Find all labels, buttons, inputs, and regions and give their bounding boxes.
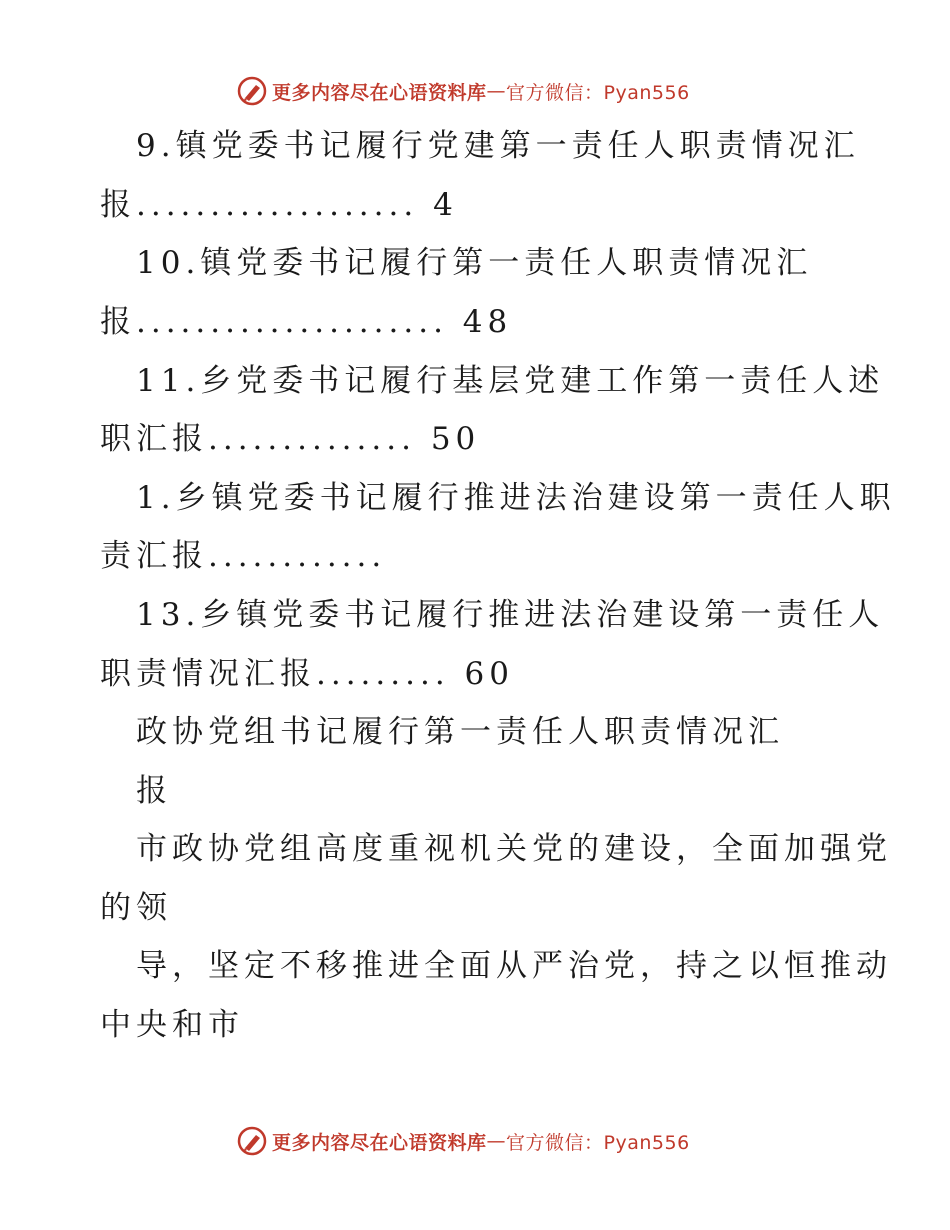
- body-paragraph: 市政协党组高度重视机关党的建设，全面加强党: [136, 831, 892, 867]
- toc-entry-title: 10.镇党委书记履行第一责任人职责情况汇: [136, 245, 813, 281]
- toc-entry-title: 1.乡镇党委书记履行推进法治建设第一责任人职: [136, 480, 896, 516]
- toc-entry-title: 13.乡镇党委书记履行推进法治建设第一责任人: [136, 597, 885, 633]
- section-heading-cont: 报: [136, 773, 172, 809]
- toc-entry-continuation: 职汇报.............. 50: [100, 421, 481, 457]
- toc-page-number: 48: [462, 304, 513, 340]
- section-heading: 政协党组书记履行第一责任人职责情况汇: [136, 714, 784, 750]
- header-banner: [236, 74, 690, 108]
- toc-entry-title: 9.镇党委书记履行党建第一责任人职责情况汇: [136, 128, 860, 164]
- banner-separator: —: [486, 80, 507, 102]
- pen-logo-icon: [236, 1125, 268, 1157]
- pen-logo-icon: [236, 75, 268, 107]
- toc-page-number: 4: [433, 187, 458, 223]
- banner-wechat: 官方微信：Pyan556: [506, 81, 690, 104]
- body-paragraph: 导，坚定不移推进全面从严治党，持之以恒推动: [136, 948, 892, 984]
- body-paragraph-cont: 的领: [100, 890, 172, 926]
- body-paragraph-cont: 中央和市: [100, 1007, 244, 1043]
- banner-text: 更多内容尽在心语资料库: [272, 1131, 487, 1154]
- toc-entry-continuation: 报................... 4: [100, 187, 458, 223]
- toc-page-number: 60: [464, 656, 514, 692]
- banner-text: 更多内容尽在心语资料库: [272, 81, 487, 104]
- toc-entry-continuation: 报..................... 48: [100, 304, 513, 340]
- toc-entry-title: 11.乡党委书记履行基层党建工作第一责任人述: [136, 363, 885, 399]
- footer-banner: [236, 1124, 690, 1158]
- toc-entry-continuation: 职责情况汇报......... 60: [100, 656, 514, 692]
- toc-page-number: 50: [430, 421, 481, 457]
- toc-entry-continuation: 责汇报............: [100, 538, 387, 574]
- banner-separator: —: [486, 1130, 507, 1152]
- banner-wechat: 官方微信：Pyan556: [506, 1131, 690, 1154]
